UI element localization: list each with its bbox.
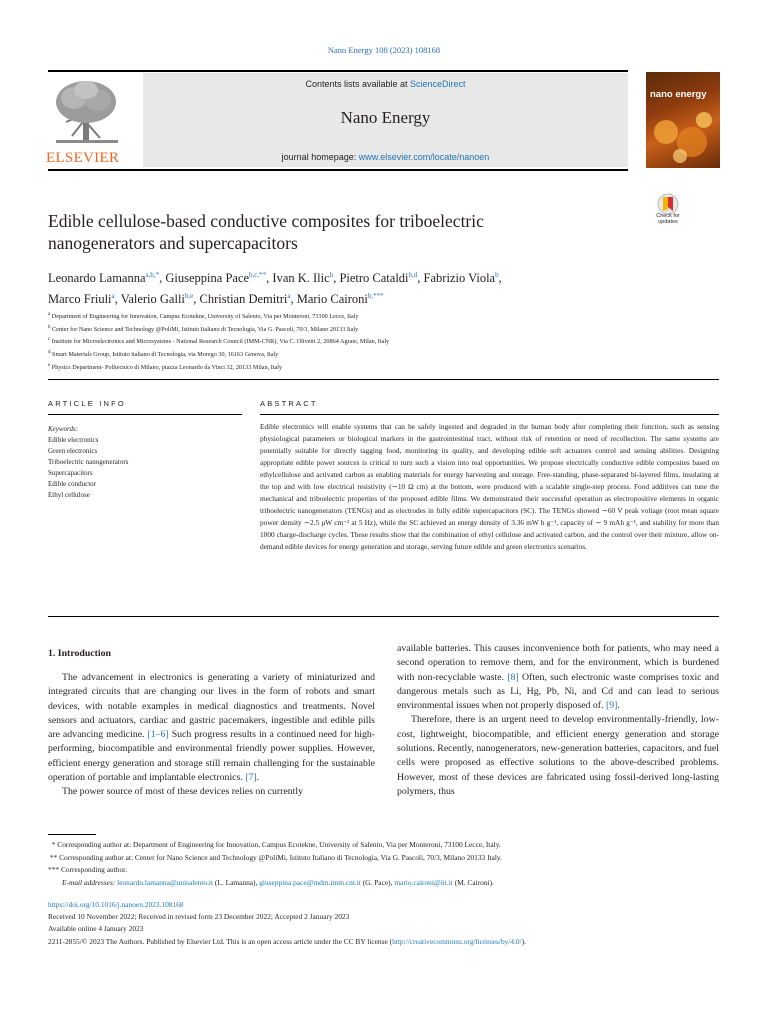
affiliation-line: $^d$ Smart Materials Group, Istituto italiano di Tecnologia, via Morego 30, 16163 Genova, Italy (48, 349, 279, 359)
license-link[interactable]: http://creativecommons.org/licenses/by/4.0/ (392, 936, 522, 946)
right-column (397, 642, 719, 799)
cover-title: nano energy (650, 89, 707, 100)
author-name[interactable]: Mario Caironi (296, 291, 368, 306)
author-affil-mark[interactable]: a (111, 291, 115, 300)
keyword-item: Green electronics (48, 447, 98, 455)
check-for-updates-badge[interactable] (645, 193, 691, 239)
received-dates: Received 10 November 2022; Received in revised form 23 December 2022; Accepted 2 January 2023 (48, 912, 350, 922)
intro-paragraph: Therefore, there is an urgent need to develop environmentally-friendly, low-cost, lightweight, biocompatible, and efficient energy generation and storage solutions. Recently, nanogenerators, new-generation batteries, capacitors, and fuel cells were proposed as effective solutions to the above-described problems. However, most of these devices are fabricated using fossil-derived long-lasting polymers, thus (397, 714, 720, 797)
affiliation-line: $^b$ Center for Nano Science and Technology @PoliMi, Istituto Italiano di Tecnologia, Via G. Pascoli, 70/3, Milano 20133 Italy (48, 324, 359, 333)
journal-homepage (143, 152, 628, 162)
title-line-2: nanogenerators and supercapacitors (48, 233, 298, 253)
article-info-heading: ARTICLE INFO (48, 399, 126, 408)
intro-paragraph: available batteries. This causes inconvenience both for patients, who may need a second operation to remove them, and for the environment, which is burdened with non-recyclable waste. [8] Often, such electronic waste comprises toxic and dangerous metals such as Li, Hg, Pb, Ni, and Cd and can lead to serious environmental issues when not properly disposed of. [9]. (397, 643, 719, 712)
keyword-item: Ethyl cellulose (48, 491, 90, 499)
footnote: * Corresponding author at: Department of Engineering for Innovation, Campus Ecotekne, University of Salento, Via per Monteroni, 73100 Lecce, Italy. (51, 840, 501, 849)
keywords-label: Keywords: (48, 425, 79, 433)
footnotes (48, 839, 738, 890)
keyword-item: Edible conductor (48, 480, 97, 488)
author-name[interactable]: Valerio Galli (120, 291, 185, 306)
badge-label: Check for updates (656, 213, 680, 225)
affiliation-line: $^c$ Institute for Microelectronics and Microsystems - National Research Council (IMM-CNR), Via C. Olivetti 2, 20864 Agrate, Milan, Italy (48, 337, 390, 346)
affiliations (48, 310, 708, 373)
article-footer (48, 899, 748, 948)
intro-heading: 1. Introduction (48, 648, 111, 659)
intro-paragraph: The advancement in electronics is generating a variety of miniaturized and integrated circuits that are changing our lives in the form of robots and smart devices, with notable examples in medical diagnostics and treatments. Novel sensors and actuators, cardiac and gastric pacemakers, ingestible and edible pills are advancing medicine. [1–6] Such progress results in a continued need for high-performing, biocompatible and environmental friendly power supplies. However, efficient energy generation and storage still remain challenging for the sustainable operation of portable and implantable electronics. [7]. (48, 672, 376, 784)
publisher-logo-text: ELSEVIER (46, 150, 120, 166)
keyword-item: Triboelectric nanogenerators (48, 458, 129, 466)
homepage-prefix: journal homepage: (281, 152, 359, 162)
author-affil-mark[interactable]: b,c,** (249, 271, 267, 279)
email-link[interactable]: giuseppina.pace@mdm.imm.cnr.it (259, 878, 361, 888)
affiliation-line: $^a$ Department of Engineering for Innovation, Campus Ecotekne, University of Salento, Via per Monteroni, 73100 Lecce, Italy (48, 312, 359, 321)
author-affil-mark[interactable]: b,d (408, 271, 418, 279)
footnote: *** Corresponding author. (48, 865, 128, 875)
article-info-rule (48, 414, 242, 415)
affiliation-line: $^e$ Physics Department- Politecnico di Milano, piazza Leonardo da Vinci 32, 20133 Milan, Italy (48, 362, 283, 371)
contents-line (143, 79, 628, 89)
abstract-rule (260, 414, 719, 415)
author-affil-mark[interactable]: a (287, 291, 291, 300)
author-affil-mark[interactable]: b (495, 271, 499, 279)
author-name[interactable]: Leonardo Lamanna (48, 271, 146, 286)
author-name[interactable]: Ivan K. Ilic (272, 271, 330, 286)
citation-link[interactable]: [9] (605, 700, 618, 712)
intro-paragraph: The power source of most of these devices relies on currently (62, 786, 304, 798)
journal-reference[interactable]: Nano Energy 108 (2023) 108168 (327, 45, 441, 55)
doi-link[interactable]: https://doi.org/10.1016/j.nanoen.2023.108168 (48, 900, 184, 909)
license-line: 2211-2855/© 2023 The Authors. Published by Elsevier Ltd. This is an open access article under the CC BY license (http://creativecommons.org/licenses/by/4.0/). (48, 936, 526, 946)
title-line-1: Edible cellulose-based conductive composites for triboelectric (48, 211, 484, 231)
journal-cover[interactable] (646, 72, 720, 168)
author-name[interactable]: Giuseppina Pace (165, 271, 250, 286)
online-date: Available online 4 January 2023 (48, 924, 144, 934)
journal-name: Nano Energy (340, 108, 431, 127)
footnote-rule (48, 834, 96, 835)
sciencedirect-link[interactable]: ScienceDirect (410, 79, 466, 89)
homepage-link[interactable]: www.elsevier.com/locate/nanoen (358, 152, 490, 162)
author-name[interactable]: Pietro Cataldi (339, 271, 409, 286)
email-addresses: E-mail addresses: leonardo.lamanna@unisalento.it (L. Lamanna), giuseppina.pace@mdm.imm.cnr.it (G. Pace), mario.caironi@iit.it (M. Caironi). (62, 878, 494, 888)
author-list: Leonardo Lamanna$^{a,b,*}$, Giuseppina Pace$^{b,c,**}$, Ivan K. Ilic$^b$, Pietro Cataldi$^{b,d}$, Fabrizio Viola$^b$, Marco Friuli$^a$, Valerio Galli$^{b,e}$, Christian Demitri$^a$, Mario Caironi$^{b,***}$ (48, 271, 502, 306)
author-name[interactable]: Marco Friuli (48, 291, 112, 306)
author-affil-mark[interactable]: b,*** (367, 291, 384, 300)
keyword-item: Edible electronics (48, 436, 99, 444)
left-column (48, 671, 375, 800)
citation-link[interactable]: [7] (245, 772, 257, 784)
keywords-block (48, 424, 218, 501)
header-bottom-rule (48, 169, 628, 171)
author-name[interactable]: Christian Demitri (199, 291, 288, 306)
abstract-heading: ABSTRACT (260, 399, 318, 408)
citation-link[interactable]: [1–6] (147, 729, 169, 741)
keyword-item: Supercapacitors (48, 469, 93, 477)
email-link[interactable]: mario.caironi@iit.it (394, 878, 453, 888)
author-affil-mark[interactable]: b,e (184, 291, 194, 300)
email-link[interactable]: leonardo.lamanna@unisalento.it (117, 878, 214, 888)
citation-link[interactable]: [8] (507, 671, 519, 683)
author-affil-mark[interactable]: a,b,* (145, 271, 160, 279)
abstract-bottom-rule (48, 616, 719, 617)
header-top-rule (48, 70, 628, 72)
elsevier-tree-logo (48, 78, 126, 148)
article-title (48, 210, 628, 254)
footnote: ** Corresponding author at: Center for Nano Science and Technology @PoliMi, Istituto Italiano di Tecnologia, Via G. Pascoli, 70/3, Milano 20133 Italy. (49, 852, 502, 862)
section-divider (48, 379, 719, 380)
abstract-text: Edible electronics will enable systems that can be safely ingested and degraded in the human body after completing their function, such as sensing physiological parameters or biological markers in the gastrointestinal tract, without risk of retention or need of recollection. The same systems are potentially suitable for directly tagging food, monitoring its quality, and developing edible soft actuators control and sensing abilities. Designing appropriate edible power sources is critical to turn such a vision into real opportunities. We propose electrically conductive edible composites based on ethylcellulose and activated carbon as enabling materials for energy harvesting and storage. Free-standing, phase-separated bi-layered films, insulating at the top and with low electrical resistivity (∼10 Ω cm) at the bottom, were produced with a scalable single-step process. Food additives can tune the mechanical and triboelectric properties of the proposed edible films. We demonstrated their successful operation as electropositive elements in organic triboelectric nanogenerators (TENGs) and as electrodes in fully edible supercapacitors (SC). The TENGs showed ∼60 V peak voltage (root mean square power density ∼2.5 μW cm⁻² at 5 Hz), while the SC achieved an energy density of 3.36 mW h g⁻¹, capacity of ∼ 9 mAh g⁻¹, and stability for more than 1000 charge-discharge cycles. These results show that the combination of ethyl cellulose and activated carbon, and the control over their mixture, allow on-demand edible devices for energy generation and storage, serving future edible and green electronics scenarios. (260, 422, 719, 551)
author-affil-mark[interactable]: b (329, 271, 334, 279)
contents-prefix: Contents lists available at (305, 79, 411, 89)
author-name[interactable]: Fabrizio Viola (423, 271, 496, 286)
